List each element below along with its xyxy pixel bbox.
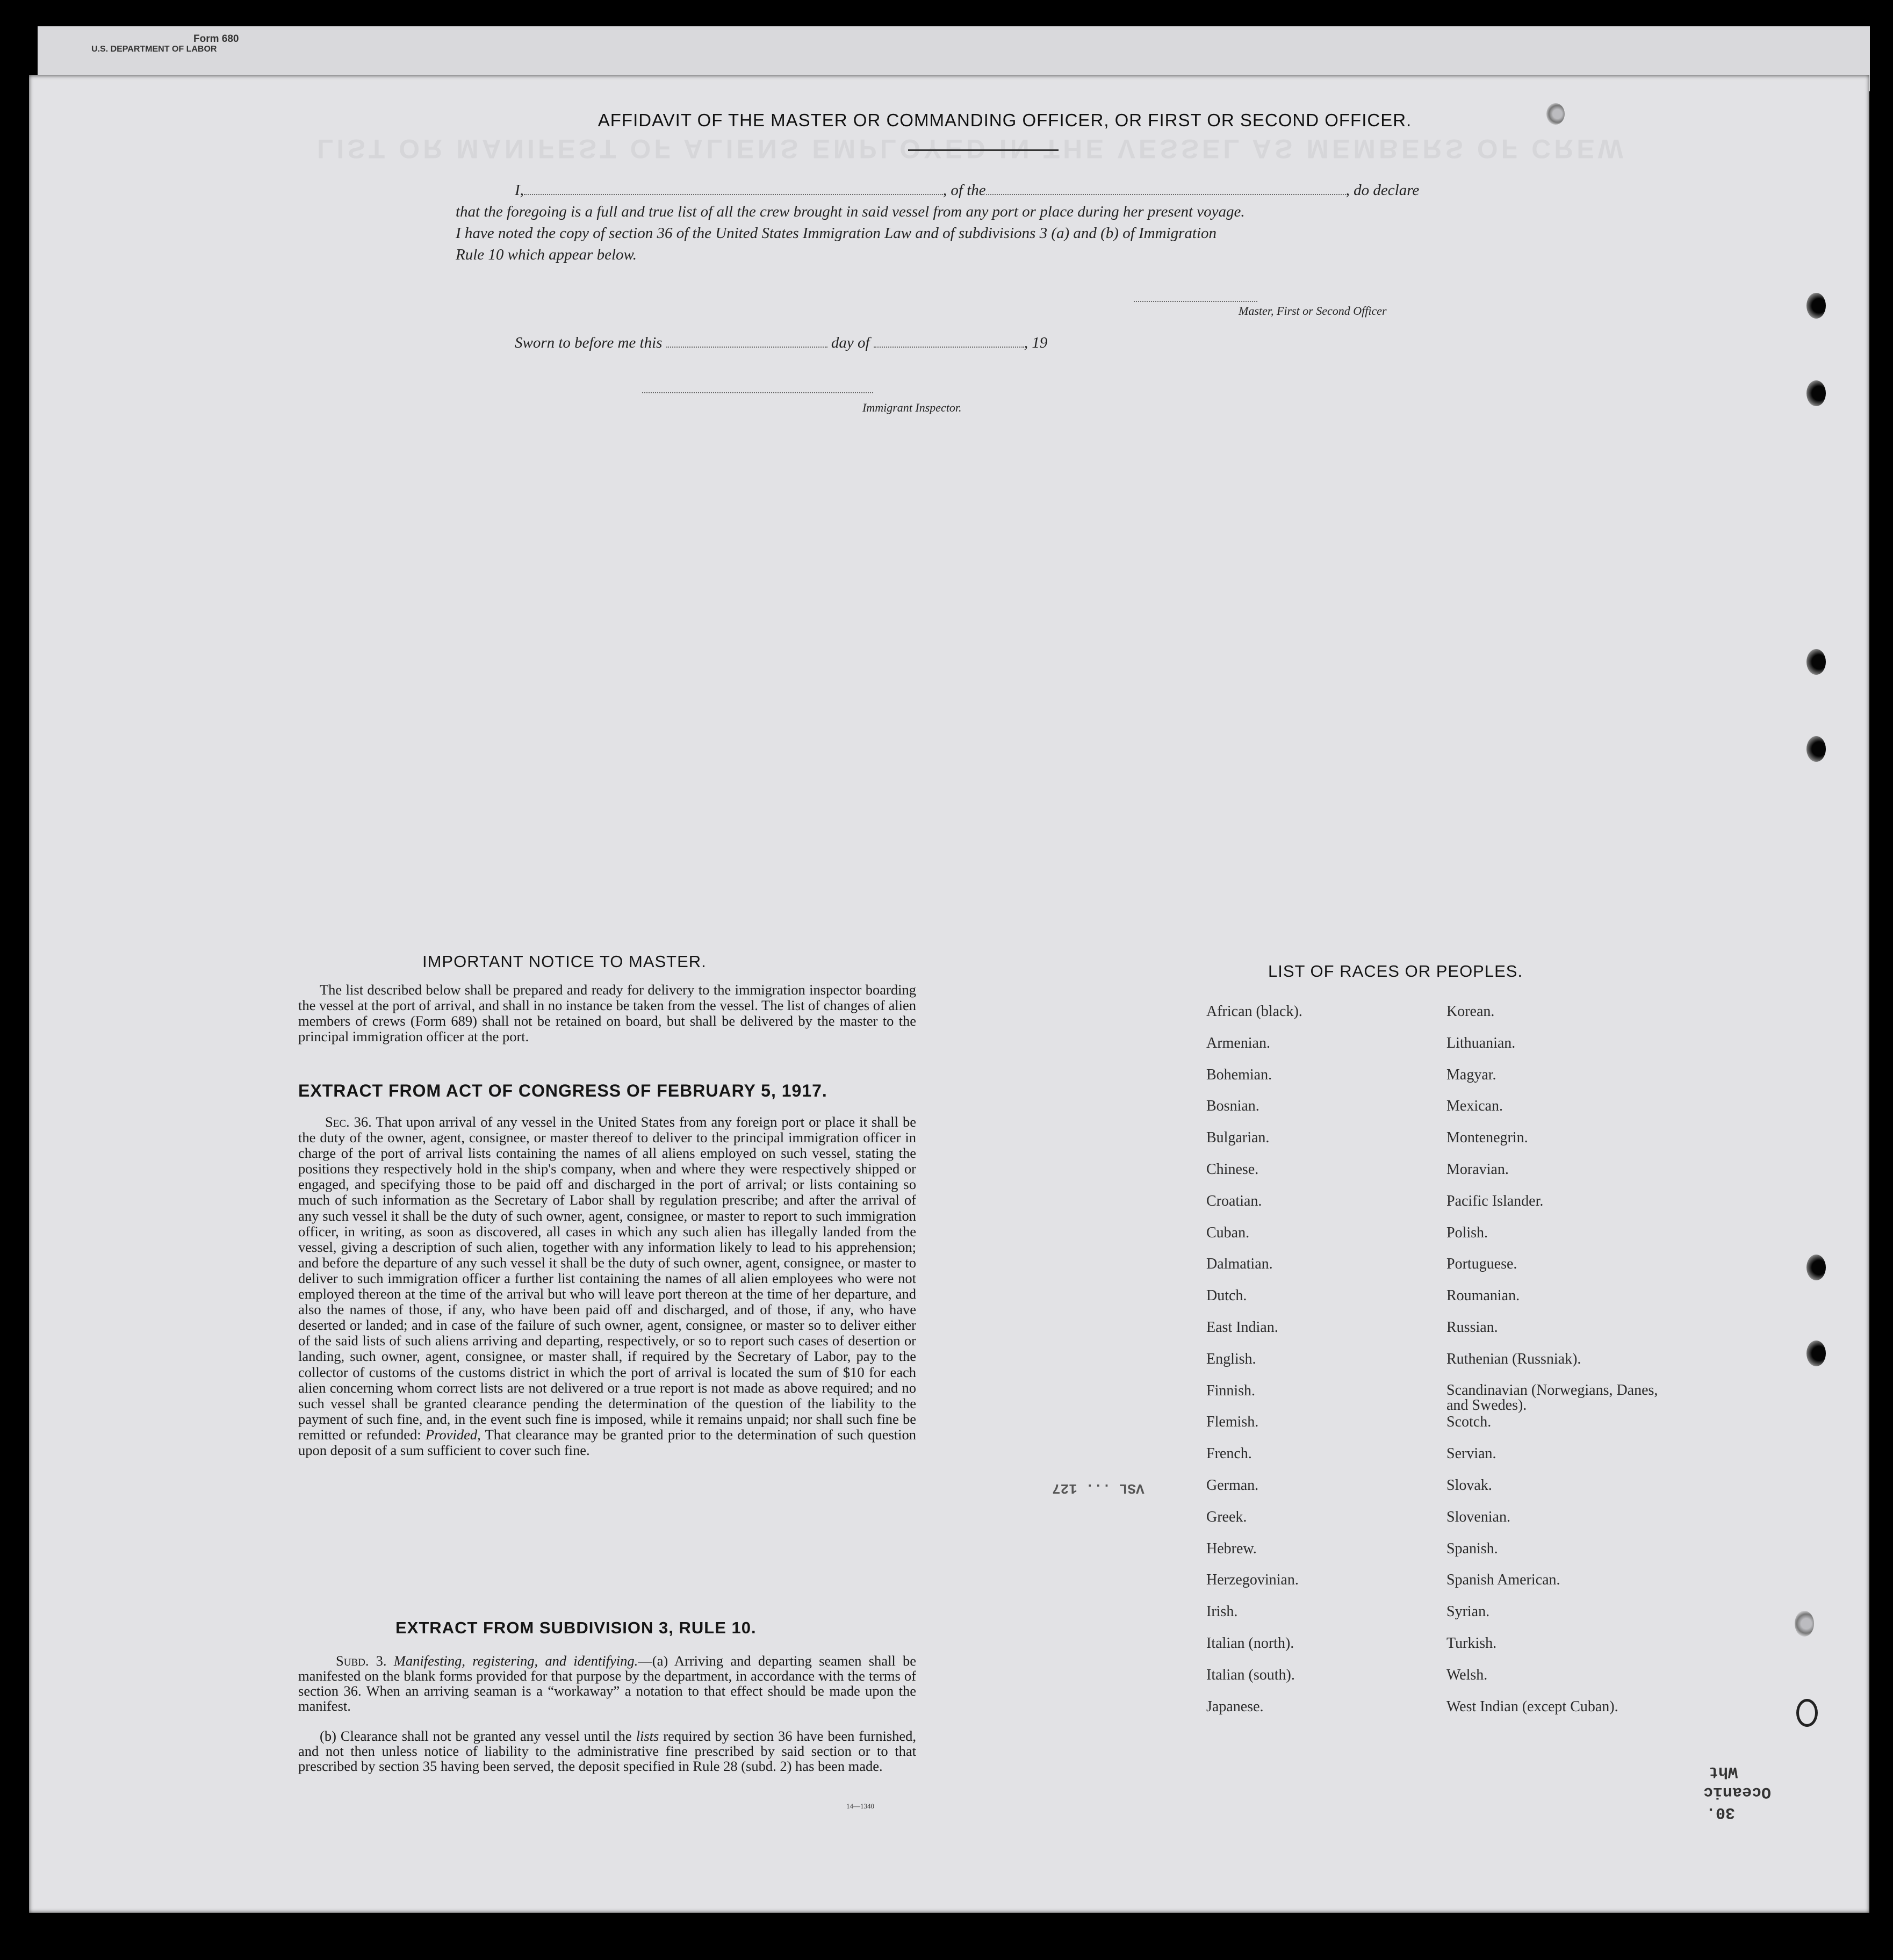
section-36-body: That upon arrival of any vessel in the United States from any foreign port or place it shall be the duty of the owner, agent, consignee, or master thereof to deliver to the principal immigration officer in charge of the port of arrival lists containing the names of all aliens employed on such vessel, stating the positions they respectively hold in the ship's company, when and where they were respectively shipped or engaged, and specifying those to be paid off and discharged in the port of arrival; or lists containing so much of such information as the Secretary of Labor shall by regulation prescribe; and after the arrival of any such vessel it shall be the duty of such owner, agent, consignee, or master to report to such immigration officer, in writing, as soon as discovered, all cases in which any such alien has illegally landed from the vessel, giving a description of such alien, together with any information likely to lead to his apprehension; and before the departure of any such vessel it shall be the duty of such owner, agent, consignee, or master to deliver to such immigration officer a further list containing the names of all alien employees who were not employed thereon at the time of the arrival but who will leave port thereon at the time of her departure, and also the names of those, if any, who have been paid off and discharged, and of those, if any, who have deserted or landed; and in case of the failure of such owner, agent, consignee, or master so to deliver either of the said lists of such aliens arriving and departing, respectively, or so to report such cases of desertion or landing, such owner, agent, consignee, or master shall, if required by the Secretary of Labor, pay to the collector of customs of the customs district in which the port of arrival is located the sum of $10 for each alien concerning whom correct lists are not delivered or a true report is not made as above required; and no such vessel shall be granted clearance pending the determination of the question of the liability to the payment of such fine, and, in the event such fine is imposed, while it remains unpaid; nor shall such fine be remitted or refunded: (298, 1114, 916, 1443)
race-item: Slovak. (1446, 1476, 1492, 1494)
declarant-prefix: I, (515, 182, 524, 199)
inspector-caption: Immigrant Inspector. (862, 401, 962, 414)
declarant-name-blank (524, 183, 943, 195)
punch-hole (1806, 1341, 1826, 1366)
race-item: Magyar. (1446, 1066, 1496, 1083)
race-item: English. (1206, 1350, 1256, 1367)
punch-hole (1806, 736, 1826, 762)
race-item: Bulgarian. (1206, 1129, 1270, 1147)
races-right-column (1446, 1004, 1678, 1730)
race-item: Lithuanian. (1446, 1034, 1516, 1051)
title-rule (908, 149, 1059, 151)
section-36-label: Sec. 36. (325, 1114, 372, 1130)
notice-text: The list described below shall be prepared and ready for delivery to the immigration inspector boarding the vessel at the port of arrival, and shall in no instance be taken from the vessel. The list of changes of alien members of crews (Form 689) shall not be retained on board, but shall be delivered by the master to the principal immigration officer at the port. (298, 982, 916, 1044)
extract-rule-title: EXTRACT FROM SUBDIVISION 3, RULE 10. (395, 1618, 757, 1637)
subdivision-b-part-2: required by section 36 have been furnished, and not then unless notice of liability to the administrative fine prescribed by said section or to that prescribed by section 35 having been served, the deposit specified in Rule 28 (subd. 2) has been made. (298, 1728, 917, 1774)
sworn-day-blank (666, 336, 827, 348)
race-item: Italian (south). (1206, 1666, 1295, 1683)
lists-word: lists (636, 1728, 659, 1744)
affidavit-line-2: that the foregoing is a full and true list of all the crew brought in said vessel from any port or place during her present voyage. (456, 203, 1245, 220)
race-item: Korean. (1446, 1003, 1495, 1020)
race-item: Bosnian. (1206, 1098, 1259, 1115)
punch-hole (1806, 649, 1826, 675)
affidavit-line-4: Rule 10 which appear below. (456, 246, 637, 263)
punch-hole (1795, 1611, 1814, 1637)
races-title: LIST OF RACES OR PEOPLES. (1268, 962, 1523, 981)
margin-note-mid: VSL ... 127 (1052, 1480, 1145, 1496)
punch-hole (1546, 103, 1565, 125)
race-item: Croatian. (1206, 1192, 1262, 1209)
race-item: Turkish. (1446, 1634, 1497, 1652)
day-of-label: day of (831, 334, 870, 351)
race-item: Ruthenian (Russniak). (1446, 1350, 1581, 1367)
race-item: Scandinavian (Norwegians, Danes, and Swedes). (1446, 1381, 1658, 1414)
vessel-name-blank (986, 183, 1346, 195)
race-item: Roumanian. (1446, 1287, 1520, 1305)
year-label: , 19 (1024, 334, 1048, 351)
section-36-text (298, 1114, 916, 1458)
race-item: East Indian. (1206, 1318, 1278, 1336)
sworn-label: Sworn to before me this (515, 334, 663, 351)
subdivision-heading: Manifesting, registering, and identifying. (393, 1653, 638, 1669)
punch-hole (1806, 1255, 1826, 1280)
margin-note-corner-1: Wht (1709, 1762, 1738, 1781)
race-item: Slovenian. (1446, 1508, 1510, 1525)
race-item: Servian. (1446, 1445, 1496, 1462)
race-item: Moravian. (1446, 1161, 1509, 1178)
section-36-proviso: That clearance may be granted prior to the determination of such question upon deposit of a sum sufficient to cover such fine. (298, 1426, 916, 1458)
subdivision-b-text (298, 1728, 916, 1774)
race-item: Japanese. (1206, 1698, 1264, 1715)
department-label: U.S. DEPARTMENT OF LABOR (91, 45, 217, 54)
master-caption: Master, First or Second Officer (1239, 304, 1387, 318)
subdivision-label: Subd. 3. (336, 1653, 387, 1669)
subdivision-b-part-1: (b) Clearance shall not be granted any vessel until the (320, 1728, 632, 1744)
extract-act-title: EXTRACT FROM ACT OF CONGRESS OF FEBRUARY 5, 1917. (298, 1081, 827, 1100)
race-item: Spanish American. (1446, 1572, 1560, 1589)
bleed-through-text: LIST OR MANIFEST OF ALIENS EMPLOYED IN THE VESSEL AS MEMBERS OF CREW (317, 134, 1626, 164)
race-item: Pacific Islander. (1446, 1192, 1544, 1209)
race-item: Scotch. (1446, 1414, 1492, 1431)
affidavit-line-3: I have noted the copy of section 36 of the United States Immigration Law and of subdivisions 3 (a) and (b) of Immigration (456, 225, 1217, 242)
margin-note-corner-2: Oceanic (1703, 1783, 1772, 1801)
provided-label: Provided, (425, 1426, 481, 1443)
notice-title: IMPORTANT NOTICE TO MASTER. (422, 952, 707, 971)
race-item: Dalmatian. (1206, 1256, 1273, 1273)
race-item: Flemish. (1206, 1414, 1259, 1431)
race-item: Armenian. (1206, 1034, 1270, 1051)
affidavit-title: AFFIDAVIT OF THE MASTER OR COMMANDING OFFICER, OR FIRST OR SECOND OFFICER. (598, 110, 1412, 130)
race-item: Polish. (1446, 1224, 1488, 1241)
do-declare-label: , do declare (1345, 182, 1420, 199)
punch-hole (1796, 1699, 1818, 1727)
punch-hole (1806, 380, 1826, 406)
race-item: Cuban. (1206, 1224, 1250, 1241)
sworn-line (515, 334, 1047, 352)
sworn-month-blank (874, 336, 1024, 348)
inspector-signature-blank (642, 381, 873, 393)
punch-hole (1806, 293, 1826, 319)
race-item: Montenegrin. (1446, 1129, 1528, 1147)
of-the-label: , of the (942, 182, 986, 199)
race-item: West Indian (except Cuban). (1446, 1698, 1618, 1715)
subdivision-3-text (298, 1653, 916, 1713)
race-item: Greek. (1206, 1508, 1247, 1525)
race-item: Portuguese. (1446, 1256, 1517, 1273)
race-item: Hebrew. (1206, 1540, 1257, 1557)
affidavit-line-1 (515, 182, 1419, 199)
race-item: Mexican. (1446, 1098, 1503, 1115)
master-signature-blank (1134, 290, 1257, 302)
race-item: Irish. (1206, 1603, 1238, 1620)
race-item: Italian (north). (1206, 1634, 1294, 1652)
race-item: African (black). (1206, 1003, 1302, 1020)
margin-note-corner-3: 30. (1706, 1803, 1736, 1821)
print-form-number: 14—1340 (846, 1802, 874, 1810)
race-item: Spanish. (1446, 1540, 1498, 1557)
subdivision-a-text: —(a) Arriving and departing seamen shall be manifested on the blank forms provided for that purpose by the department, in accordance with the terms of section 36. When an arriving seaman is a “workaway” a notation to that effect should be made upon the manifest. (298, 1653, 917, 1714)
race-item: Dutch. (1206, 1287, 1247, 1305)
race-item: German. (1206, 1476, 1259, 1494)
race-item: Finnish. (1206, 1382, 1256, 1399)
race-item: Syrian. (1446, 1603, 1490, 1620)
race-item: French. (1206, 1445, 1252, 1462)
race-item: Bohemian. (1206, 1066, 1272, 1083)
race-item: Welsh. (1446, 1666, 1488, 1683)
races-left-column (1206, 1004, 1302, 1730)
form-number-label: Form 680 (193, 33, 239, 45)
race-item: Herzegovinian. (1206, 1572, 1299, 1589)
race-item: Russian. (1446, 1318, 1498, 1336)
race-item: Chinese. (1206, 1161, 1259, 1178)
